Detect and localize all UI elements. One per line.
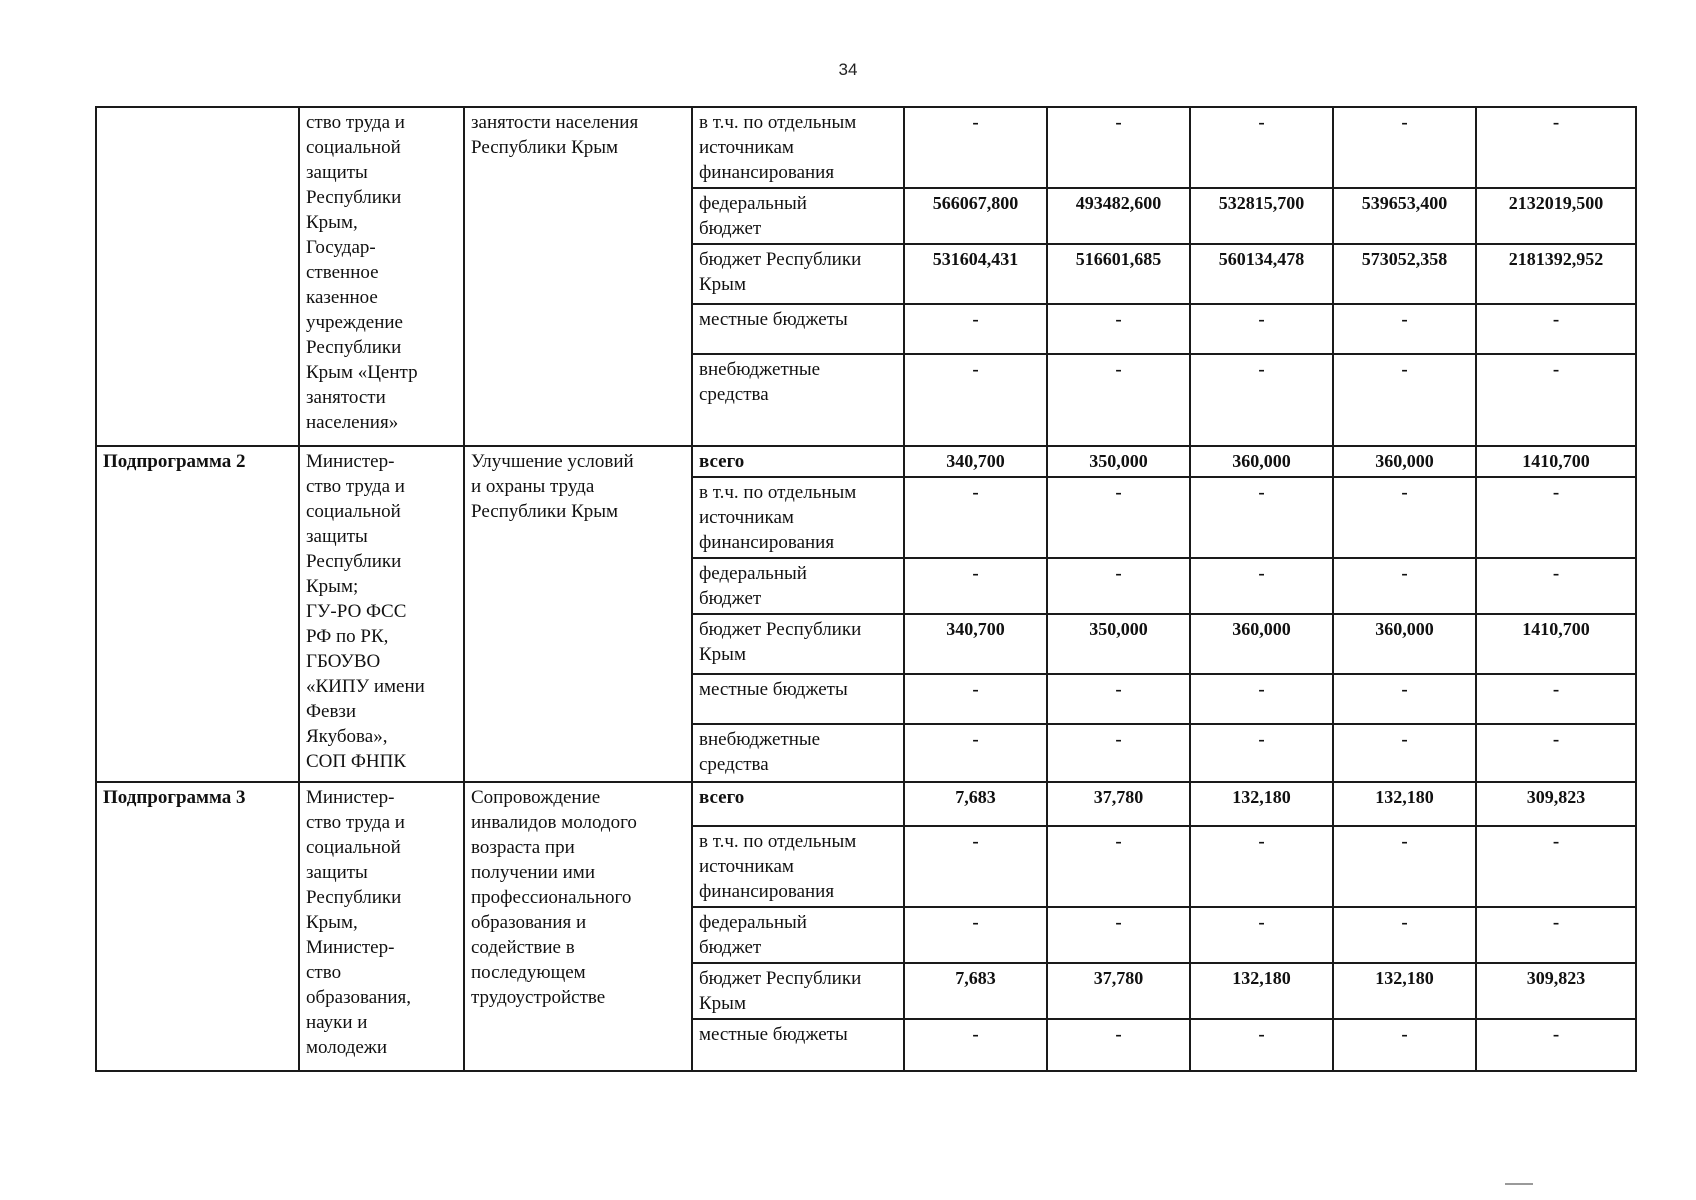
year-value: 360,000 xyxy=(1333,614,1476,674)
year-value: 132,180 xyxy=(1190,963,1333,1019)
subprogram-title-cell xyxy=(464,446,692,782)
total-value: - xyxy=(1476,477,1636,558)
year-value: - xyxy=(1190,304,1333,354)
year-value: - xyxy=(1047,107,1190,188)
funding-source xyxy=(692,558,904,614)
year-value: - xyxy=(1047,724,1190,782)
year-value: - xyxy=(1190,826,1333,907)
year-value: - xyxy=(904,674,1047,724)
year-value: - xyxy=(1047,674,1190,724)
funding-source-label: местные бюджеты xyxy=(699,679,848,700)
year-value: - xyxy=(1333,826,1476,907)
year-value: - xyxy=(1333,907,1476,963)
year-value: - xyxy=(1190,354,1333,446)
executor-text: ство труда и социальной защиты Республики Крым, Государ- ственное казенное учреждение Республики Крым «Центр занятости населения» xyxy=(306,112,418,433)
subprogram-title-cell xyxy=(464,782,692,1071)
total-value: 309,823 xyxy=(1476,963,1636,1019)
total-value: - xyxy=(1476,826,1636,907)
year-value: 531604,431 xyxy=(904,244,1047,304)
year-value: - xyxy=(1190,477,1333,558)
year-value: 573052,358 xyxy=(1333,244,1476,304)
year-value: - xyxy=(1333,674,1476,724)
year-value: 532815,700 xyxy=(1190,188,1333,244)
year-value: 7,683 xyxy=(904,782,1047,826)
executor-cell xyxy=(299,446,464,782)
funding-source-label: местные бюджеты xyxy=(699,1024,848,1045)
financing-table xyxy=(95,106,1637,1072)
scan-speck xyxy=(1505,1183,1533,1185)
year-value: 132,180 xyxy=(1333,963,1476,1019)
funding-source-label: федеральный бюджет xyxy=(699,193,807,239)
year-value: 37,780 xyxy=(1047,963,1190,1019)
year-value: 539653,400 xyxy=(1333,188,1476,244)
funding-source xyxy=(692,477,904,558)
funding-source-label: внебюджетные средства xyxy=(699,729,821,775)
year-value: - xyxy=(904,907,1047,963)
year-value: - xyxy=(904,107,1047,188)
table-row xyxy=(96,782,1636,826)
year-value: 132,180 xyxy=(1333,782,1476,826)
funding-source-label: федеральный бюджет xyxy=(699,912,807,958)
funding-source-label: в т.ч. по отдельным источникам финансирования xyxy=(699,482,857,553)
year-value: - xyxy=(1190,724,1333,782)
total-value: 2132019,500 xyxy=(1476,188,1636,244)
year-value: - xyxy=(1047,826,1190,907)
year-value: - xyxy=(1333,558,1476,614)
funding-source xyxy=(692,107,904,188)
subprogram-title: занятости населения Республики Крым xyxy=(471,112,639,158)
year-value: 340,700 xyxy=(904,614,1047,674)
funding-source xyxy=(692,826,904,907)
total-value: - xyxy=(1476,907,1636,963)
year-value: - xyxy=(1333,304,1476,354)
funding-source xyxy=(692,963,904,1019)
year-value: 560134,478 xyxy=(1190,244,1333,304)
total-value: - xyxy=(1476,1019,1636,1071)
year-value: 7,683 xyxy=(904,963,1047,1019)
total-value: - xyxy=(1476,558,1636,614)
funding-source-label: федеральный бюджет xyxy=(699,563,807,609)
subprogram-name: Подпрограмма 2 xyxy=(96,446,299,782)
table-row xyxy=(96,446,1636,477)
funding-source xyxy=(692,1019,904,1071)
total-value: 1410,700 xyxy=(1476,614,1636,674)
funding-source xyxy=(692,244,904,304)
subprogram-title: Улучшение условий и охраны труда Республики Крым xyxy=(471,451,634,522)
year-value: - xyxy=(1190,674,1333,724)
year-value: - xyxy=(904,724,1047,782)
funding-source xyxy=(692,354,904,446)
year-value: - xyxy=(904,354,1047,446)
year-value: - xyxy=(904,304,1047,354)
year-value: 360,000 xyxy=(1190,446,1333,477)
year-value: - xyxy=(1047,558,1190,614)
total-value: 309,823 xyxy=(1476,782,1636,826)
subprogram-title: Сопровождение инвалидов молодого возраста при получении ими профессионального образования и содействие в последующем трудоустройстве xyxy=(471,787,637,1008)
year-value: - xyxy=(1190,1019,1333,1071)
year-value: 360,000 xyxy=(1190,614,1333,674)
total-value: - xyxy=(1476,304,1636,354)
year-value: - xyxy=(904,558,1047,614)
page-number: 34 xyxy=(838,60,858,79)
year-value: - xyxy=(1047,1019,1190,1071)
total-value: 1410,700 xyxy=(1476,446,1636,477)
subprogram-title-cell xyxy=(464,107,692,446)
funding-source-label: местные бюджеты xyxy=(699,309,848,330)
year-value: - xyxy=(1333,724,1476,782)
table-row xyxy=(96,107,1636,188)
year-value: 566067,800 xyxy=(904,188,1047,244)
year-value: - xyxy=(1190,907,1333,963)
year-value: - xyxy=(1333,354,1476,446)
year-value: - xyxy=(1047,354,1190,446)
year-value: - xyxy=(1190,558,1333,614)
year-value: - xyxy=(904,826,1047,907)
funding-source xyxy=(692,304,904,354)
year-value: - xyxy=(1047,477,1190,558)
executor-text: Министер- ство труда и социальной защиты Республики Крым; ГУ-РО ФСС РФ по РК, ГБОУВО «КИПУ имени Февзи Якубова», СОП ФНПК xyxy=(306,451,425,772)
total-value: 2181392,952 xyxy=(1476,244,1636,304)
year-value: - xyxy=(1333,1019,1476,1071)
year-value: 493482,600 xyxy=(1047,188,1190,244)
funding-source-label: внебюджетные средства xyxy=(699,359,821,405)
executor-cell xyxy=(299,782,464,1071)
subprogram-name xyxy=(96,107,299,446)
funding-source xyxy=(692,907,904,963)
year-value: 516601,685 xyxy=(1047,244,1190,304)
funding-source-label: в т.ч. по отдельным источникам финансирования xyxy=(699,831,857,902)
year-value: 340,700 xyxy=(904,446,1047,477)
total-value: - xyxy=(1476,107,1636,188)
funding-source-label: бюджет Республики Крым xyxy=(699,249,862,295)
year-value: - xyxy=(1190,107,1333,188)
funding-source xyxy=(692,188,904,244)
subprogram-name: Подпрограмма 3 xyxy=(96,782,299,1071)
year-value: - xyxy=(1333,107,1476,188)
funding-source-label: всего xyxy=(699,787,745,808)
year-value: 350,000 xyxy=(1047,614,1190,674)
year-value: 37,780 xyxy=(1047,782,1190,826)
funding-source xyxy=(692,782,904,826)
total-value: - xyxy=(1476,724,1636,782)
funding-source-label: всего xyxy=(699,451,745,472)
year-value: - xyxy=(1333,477,1476,558)
total-value: - xyxy=(1476,674,1636,724)
year-value: - xyxy=(1047,304,1190,354)
year-value: 132,180 xyxy=(1190,782,1333,826)
executor-text: Министер- ство труда и социальной защиты Республики Крым, Министер- ство образования, науки и молодежи xyxy=(306,787,411,1058)
funding-source xyxy=(692,446,904,477)
executor-cell xyxy=(299,107,464,446)
year-value: 360,000 xyxy=(1333,446,1476,477)
year-value: - xyxy=(1047,907,1190,963)
year-value: - xyxy=(904,1019,1047,1071)
total-value: - xyxy=(1476,354,1636,446)
funding-source xyxy=(692,724,904,782)
funding-source-label: бюджет Республики Крым xyxy=(699,968,862,1014)
funding-source-label: в т.ч. по отдельным источникам финансирования xyxy=(699,112,857,183)
funding-source xyxy=(692,614,904,674)
year-value: 350,000 xyxy=(1047,446,1190,477)
funding-source xyxy=(692,674,904,724)
year-value: - xyxy=(904,477,1047,558)
funding-source-label: бюджет Республики Крым xyxy=(699,619,862,665)
